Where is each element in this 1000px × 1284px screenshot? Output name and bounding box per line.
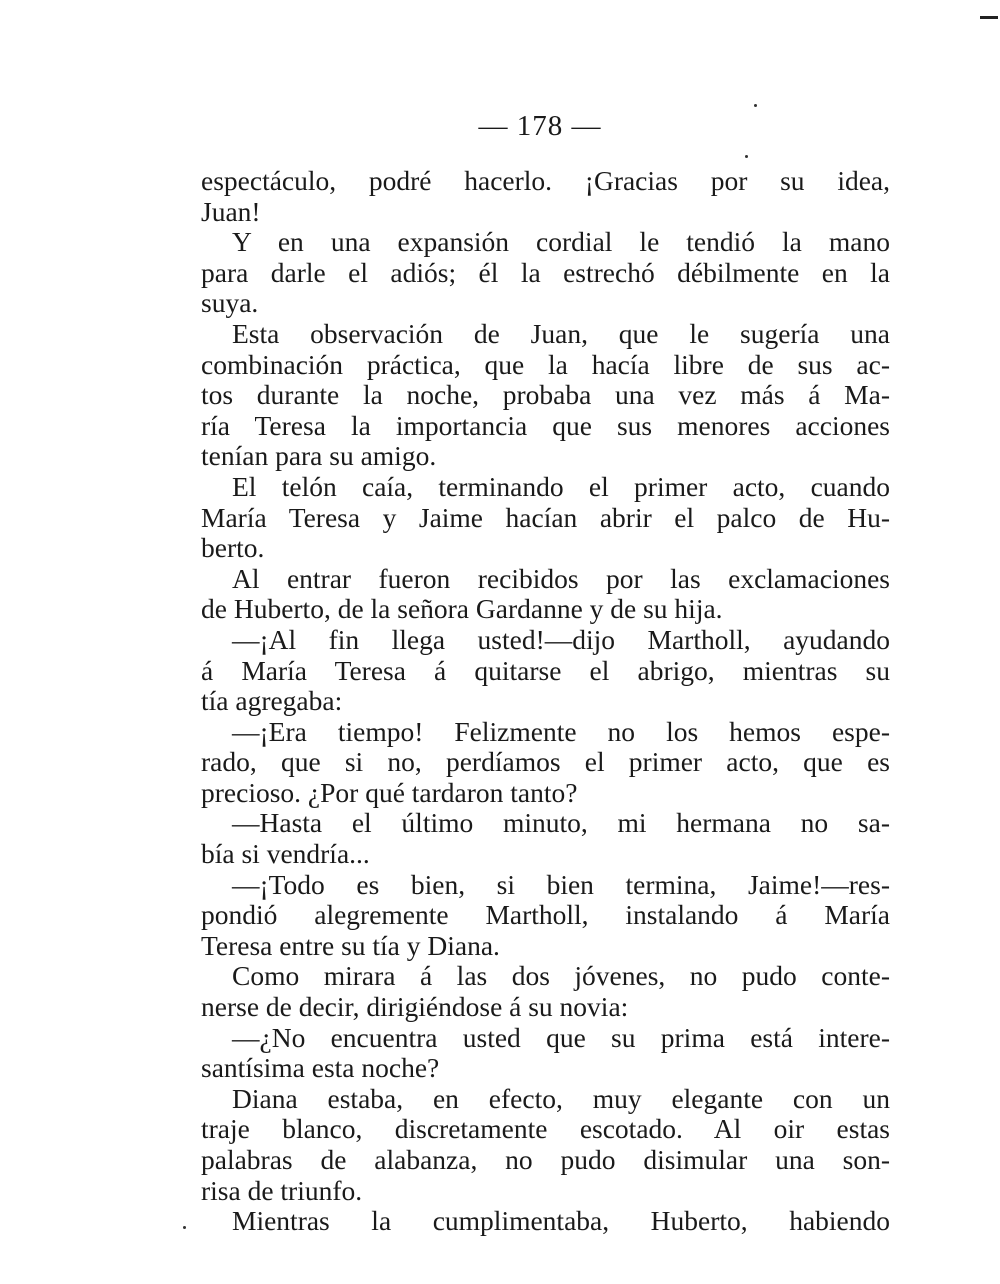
text-line: Mientras la cumplimentaba, Huberto, habiendo: [232, 1205, 890, 1237]
text-line: Esta observación de Juan, que le sugería una: [232, 317, 890, 349]
scan-speck: [754, 104, 757, 107]
text-line: —¿No encuentra usted que su prima está intere-: [232, 1021, 890, 1053]
text-line: tos durante la noche, probaba una vez más á Ma-: [201, 379, 890, 411]
scan-speck: [745, 155, 748, 158]
text-line: Al entrar fueron recibidos por las exclamaciones: [232, 562, 890, 594]
text-line: ría Teresa la importancia que sus menores acciones: [201, 409, 890, 441]
scan-speck: [183, 1226, 186, 1229]
text-line: combinación práctica, que la hacía libre de sus ac-: [201, 348, 890, 380]
body-text: [201, 166, 890, 1237]
text-line: precioso. ¿Por qué tardaron tanto?: [201, 776, 578, 808]
text-line: rado, que si no, perdíamos el primer acto, que es: [201, 746, 890, 778]
text-line: de Huberto, de la señora Gardanne y de su hija.: [201, 593, 723, 625]
text-line: palabras de alabanza, no pudo disimular una son-: [201, 1144, 890, 1175]
text-line: tenían para su amigo.: [201, 440, 437, 472]
page-number: — 178 —: [478, 110, 602, 142]
text-line: bía si vendría...: [201, 838, 370, 870]
text-line: —¡Todo es bien, si bien termina, Jaime!—res-: [232, 868, 890, 900]
text-line: —¡Era tiempo! Felizmente no los hemos espe-: [232, 715, 890, 747]
text-line: —¡Al fin llega usted!—dijo Martholl, ayudando: [232, 623, 890, 655]
text-line: María Teresa y Jaime hacían abrir el palco de Hu-: [201, 501, 890, 533]
text-line: Juan!: [201, 195, 261, 227]
text-line: risa de triunfo.: [201, 1174, 363, 1206]
text-line: El telón caía, terminando el primer acto, cuando: [232, 470, 890, 502]
text-line: pondió alegremente Martholl, instalando á María: [201, 899, 890, 931]
text-line: espectáculo, podré hacerlo. ¡Gracias por su idea,: [201, 165, 890, 196]
text-line: suya.: [201, 287, 259, 319]
text-line: nerse de decir, dirigiéndose á su novia:: [201, 991, 629, 1023]
text-line: berto.: [201, 532, 265, 564]
text-line: á María Teresa á quitarse el abrigo, mientras su: [201, 654, 890, 686]
text-line: —Hasta el último minuto, mi hermana no sa-: [232, 807, 890, 839]
text-line: Como mirara á las dos jóvenes, no pudo conte-: [232, 960, 890, 992]
text-line: santísima esta noche?: [201, 1052, 440, 1084]
text-line: traje blanco, discretamente escotado. Al oir estas: [201, 1113, 890, 1145]
text-line: tía agregaba:: [201, 685, 343, 717]
scan-mark: [980, 16, 998, 19]
text-line: Teresa entre su tía y Diana.: [201, 929, 500, 961]
text-line: para darle el adiós; él la estrechó débilmente en la: [201, 256, 890, 288]
text-line: Y en una expansión cordial le tendió la mano: [232, 226, 890, 258]
text-line: Diana estaba, en efecto, muy elegante con un: [232, 1082, 890, 1114]
